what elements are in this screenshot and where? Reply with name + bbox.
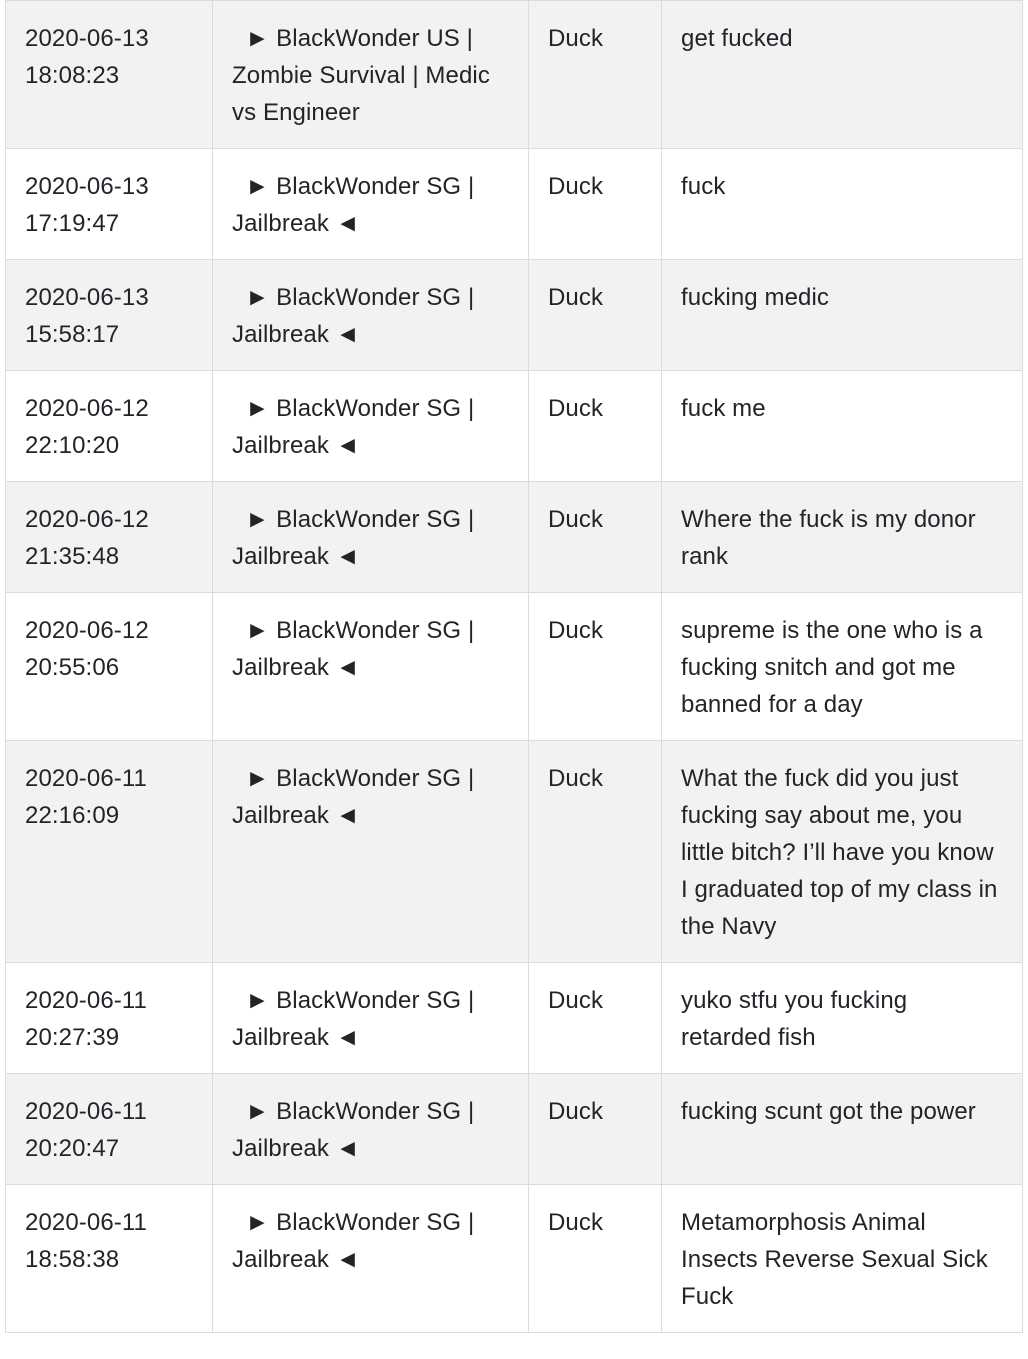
- timestamp-date: 2020-06-11: [25, 765, 147, 792]
- player-name-cell: Duck: [529, 1185, 662, 1333]
- player-name-cell: Duck: [529, 149, 662, 260]
- timestamp-cell: [6, 593, 213, 741]
- table-row: [6, 963, 1023, 1074]
- message-cell: fuck: [662, 149, 1023, 260]
- table-row: [6, 149, 1023, 260]
- message-cell: get fucked: [662, 1, 1023, 149]
- chat-log-table: [5, 0, 1023, 1333]
- timestamp-date: 2020-06-12: [25, 506, 149, 533]
- timestamp-date: 2020-06-12: [25, 395, 149, 422]
- server-cell: ► BlackWonder SG | Jailbreak ◄: [213, 482, 529, 593]
- timestamp-date: 2020-06-13: [25, 173, 149, 200]
- timestamp-cell: [6, 963, 213, 1074]
- table-row: [6, 1, 1023, 149]
- player-name-cell: Duck: [529, 593, 662, 741]
- player-name-cell: Duck: [529, 741, 662, 963]
- server-cell: ► BlackWonder SG | Jailbreak ◄: [213, 593, 529, 741]
- timestamp-cell: [6, 741, 213, 963]
- message-cell: yuko stfu you fucking retarded fish: [662, 963, 1023, 1074]
- timestamp-time: 18:08:23: [25, 62, 120, 89]
- message-cell: fuck me: [662, 371, 1023, 482]
- server-cell: ► BlackWonder US | Zombie Survival | Medic vs Engineer: [213, 1, 529, 149]
- timestamp-time: 15:58:17: [25, 321, 120, 348]
- server-cell: ► BlackWonder SG | Jailbreak ◄: [213, 149, 529, 260]
- message-cell: supreme is the one who is a fucking snitch and got me banned for a day: [662, 593, 1023, 741]
- table-row: [6, 741, 1023, 963]
- timestamp-time: 20:20:47: [25, 1135, 120, 1162]
- table-row: [6, 593, 1023, 741]
- timestamp-cell: [6, 371, 213, 482]
- table-row: [6, 1185, 1023, 1333]
- table-row: [6, 482, 1023, 593]
- message-cell: Where the fuck is my donor rank: [662, 482, 1023, 593]
- timestamp-cell: [6, 1074, 213, 1185]
- timestamp-time: 21:35:48: [25, 543, 120, 570]
- server-cell: ► BlackWonder SG | Jailbreak ◄: [213, 371, 529, 482]
- timestamp-time: 20:55:06: [25, 654, 120, 681]
- player-name-cell: Duck: [529, 963, 662, 1074]
- timestamp-cell: [6, 260, 213, 371]
- player-name-cell: Duck: [529, 482, 662, 593]
- message-cell: Metamorphosis Animal Insects Reverse Sexual Sick Fuck: [662, 1185, 1023, 1333]
- timestamp-date: 2020-06-11: [25, 1209, 147, 1236]
- server-cell: ► BlackWonder SG | Jailbreak ◄: [213, 1185, 529, 1333]
- timestamp-date: 2020-06-13: [25, 284, 149, 311]
- server-cell: ► BlackWonder SG | Jailbreak ◄: [213, 741, 529, 963]
- player-name-cell: Duck: [529, 1, 662, 149]
- timestamp-date: 2020-06-13: [25, 25, 149, 52]
- timestamp-time: 22:10:20: [25, 432, 120, 459]
- timestamp-cell: [6, 1, 213, 149]
- message-cell: fucking scunt got the power: [662, 1074, 1023, 1185]
- server-cell: ► BlackWonder SG | Jailbreak ◄: [213, 260, 529, 371]
- timestamp-date: 2020-06-12: [25, 617, 149, 644]
- timestamp-time: 17:19:47: [25, 210, 120, 237]
- server-cell: ► BlackWonder SG | Jailbreak ◄: [213, 1074, 529, 1185]
- message-cell: What the fuck did you just fucking say about me, you little bitch? I’ll have you know I graduated top of my class in the Navy: [662, 741, 1023, 963]
- player-name-cell: Duck: [529, 260, 662, 371]
- timestamp-cell: [6, 1185, 213, 1333]
- table-row: [6, 371, 1023, 482]
- timestamp-date: 2020-06-11: [25, 987, 147, 1014]
- timestamp-time: 22:16:09: [25, 802, 120, 829]
- timestamp-cell: [6, 482, 213, 593]
- player-name-cell: Duck: [529, 371, 662, 482]
- table-row: [6, 260, 1023, 371]
- table-row: [6, 1074, 1023, 1185]
- timestamp-cell: [6, 149, 213, 260]
- server-cell: ► BlackWonder SG | Jailbreak ◄: [213, 963, 529, 1074]
- timestamp-time: 18:58:38: [25, 1246, 120, 1273]
- timestamp-date: 2020-06-11: [25, 1098, 147, 1125]
- chat-log-body: [6, 1, 1023, 1333]
- message-cell: fucking medic: [662, 260, 1023, 371]
- timestamp-time: 20:27:39: [25, 1024, 120, 1051]
- player-name-cell: Duck: [529, 1074, 662, 1185]
